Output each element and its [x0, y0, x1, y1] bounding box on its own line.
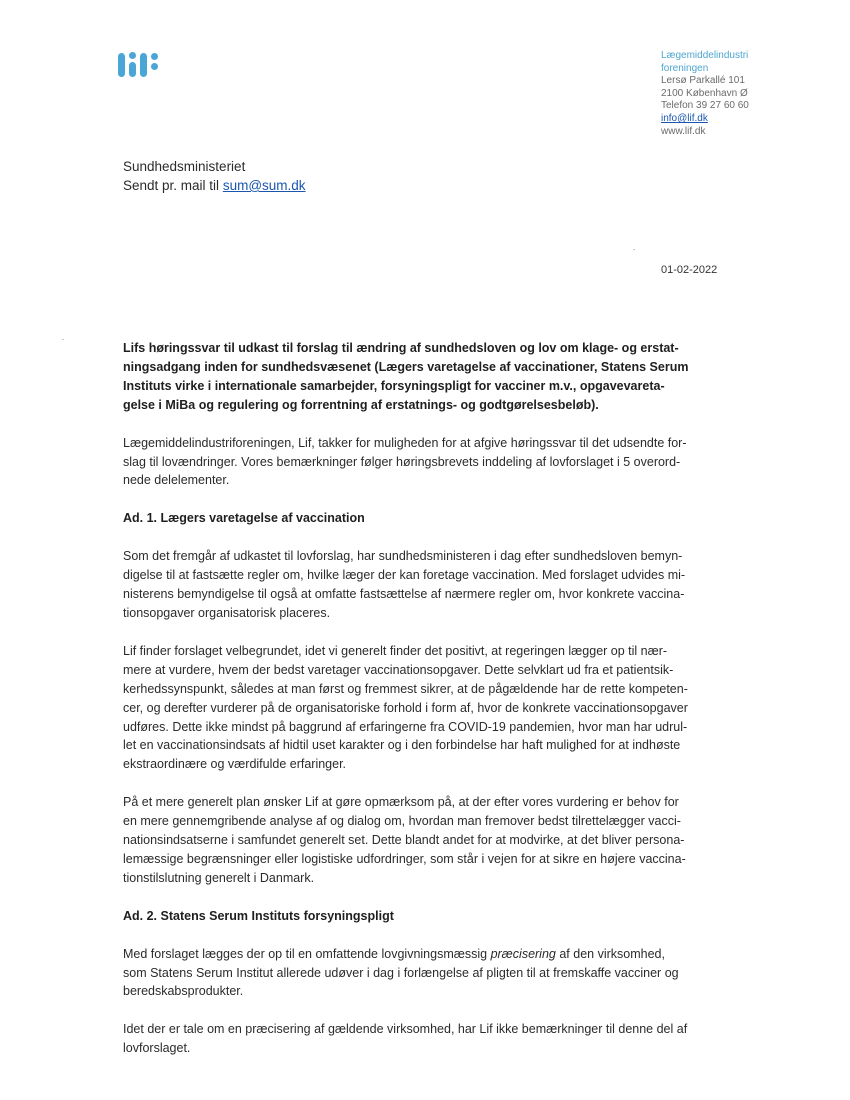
- letter-date: 01-02-2022: [661, 264, 718, 276]
- recipient-block: [123, 157, 306, 195]
- letter-title: Lifs høringssvar til udkast til forslag til ændring af sundhedsloven og lov om klage- og erstat- ningsadgang inden for sundhedsvæsenet (Lægers varetagelse af vaccinationer, Statens Serum Instituts virke i internationale samarbejder, forsyningspligt for vacciner m.v., opgavevareta- gelse i MiBa og regulering og forrentning af erstatnings- og godtgørelsesbeløb).: [123, 341, 689, 412]
- recipient-sent-prefix: Sendt pr. mail til: [123, 178, 220, 193]
- sender-address-city: 2100 København Ø: [661, 87, 748, 99]
- section2-paragraph1: Med forslaget lægges der op til en omfattende lovgivningsmæssig præcisering af den virksomhed, som Statens Serum Institut allerede udøver i dag i forlængelse af pligten til at fremskaffe vacciner og beredskabsprodukter.: [123, 946, 679, 999]
- section1-paragraph2: Lif finder forslaget velbegrundet, idet vi generelt finder det positivt, at regeringen lægger op til nær- mere at vurdere, hvem der bedst varetager vaccinationsopgaver. Dette selvklart ud fra et patientsik- kerhedssynspunkt, således at man først og fremmest sikrer, at de pågældende har de rette kompeten- cer, og derefter vurderer på de organisatoriske forhold i form af, hvor de konkrete vaccinationsopgaver udføres. Dette ikke mindst på baggrund af erfaringerne fra COVID-19 pandemien, hvor man har udrul- let en vaccinationsindsats af hidtil uset karakter og i den forbindelse har haft mulighed for at indhøste ekstraordinære og værdifulde erfaringer.: [123, 643, 688, 772]
- section2-heading: Ad. 2. Statens Serum Instituts forsyningspligt: [123, 908, 394, 923]
- section1-paragraph1: Som det fremgår af udkastet til lovforslag, har sundhedsministeren i dag efter sundhedsloven bemyn- digelse til at fastsætte regler om, hvilke læger der kan foretage vaccination. Med forslaget udvides mi- nisterens bemyndigelse til også at omfatte fastsættelse af nærmere regler om, hvor konkrete vaccina- tionsopgaver organisatorisk placeres.: [123, 549, 686, 620]
- section1-heading: Ad. 1. Lægers varetagelse af vaccination: [123, 511, 365, 526]
- section2-paragraph2: Idet der er tale om en præcisering af gældende virksomhed, har Lif ikke bemærkninger til denne del af lovforslaget.: [123, 1022, 688, 1056]
- sender-address-block: [661, 50, 811, 138]
- sender-org-line2: foreningen: [661, 62, 709, 74]
- sender-org-line1: Lægemiddelindustri: [661, 50, 749, 61]
- lif-logo: [118, 52, 164, 78]
- recipient-sent-line: [123, 176, 306, 195]
- recipient-email-link[interactable]: sum@sum.dk: [222, 178, 306, 193]
- sender-email-link[interactable]: info@lif.dk: [661, 112, 708, 124]
- scan-speck: [62, 339, 64, 340]
- sender-phone: Telefon 39 27 60 60: [661, 100, 749, 112]
- scan-speck: [633, 249, 635, 250]
- recipient-name: Sundhedsministeriet: [123, 159, 246, 174]
- sender-website: www.lif.dk: [661, 125, 706, 137]
- section1-paragraph3: På et mere generelt plan ønsker Lif at gøre opmærksom på, at der efter vores vurdering er behov for en mere gennemgribende analyse af og dialog om, hvordan man fremover bedst tilrettelægger vacci- nationsindsatserne i samfundet generelt set. Dette blandt andet for at modvirke, at det bliver persona- lemæssige begrænsninger eller logistiske udfordringer, som står i vejen for at sikre en højere vaccina- tionstilslutning generelt i Danmark.: [123, 795, 686, 885]
- emphasis-precisering: præcisering: [490, 946, 556, 961]
- letter-body: [123, 339, 723, 1058]
- intro-paragraph: Lægemiddelindustriforeningen, Lif, takker for muligheden for at afgive høringssvar til det udsendte for- slag til lovændringer. Vores bemærkninger følger høringsbrevets inddeling af lovforslaget i 5 overord- nede delelementer.: [123, 435, 687, 488]
- sender-address-street: Lersø Parkallé 101: [661, 75, 745, 87]
